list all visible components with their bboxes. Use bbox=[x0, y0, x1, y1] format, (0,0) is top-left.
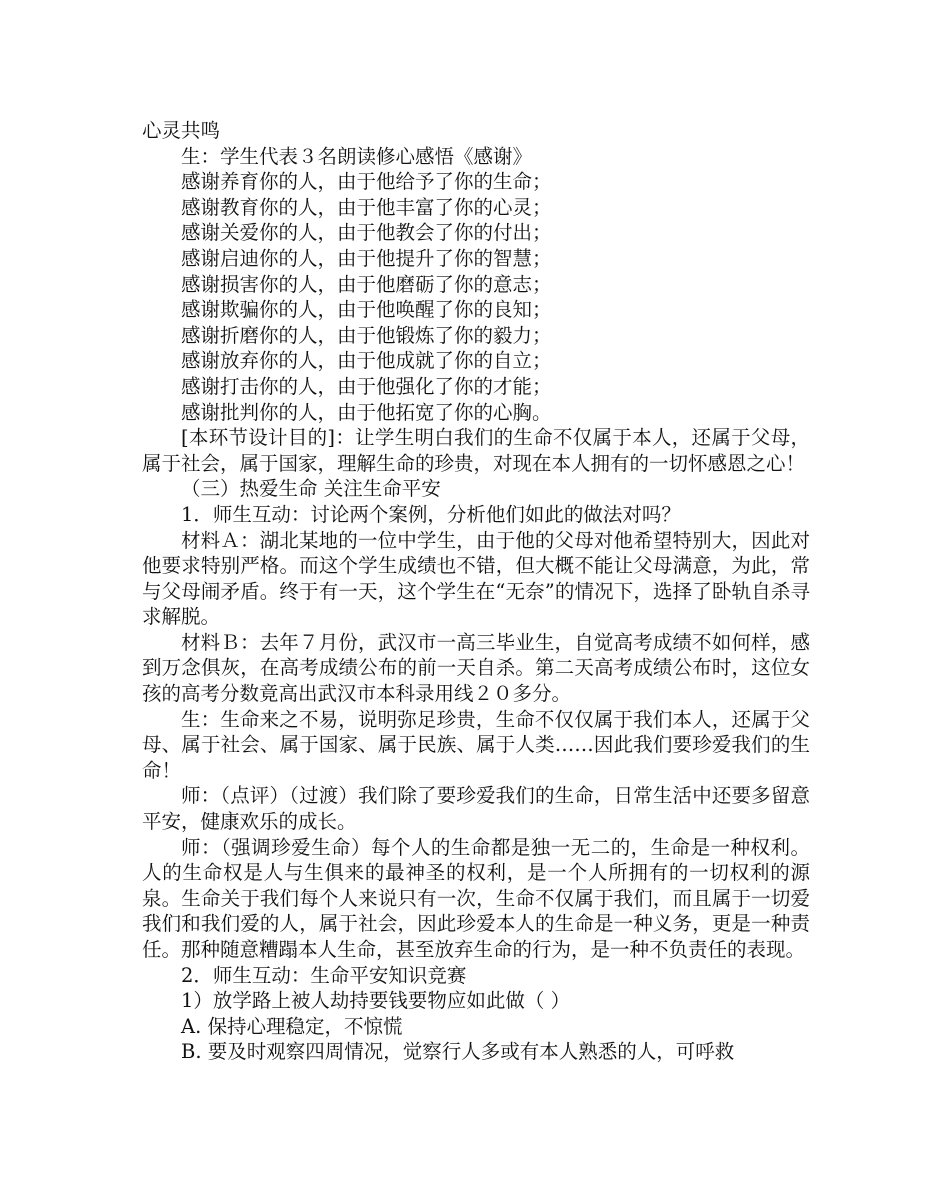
poem-line: 感谢养育你的人，由于他给予了你的生命； bbox=[181, 170, 552, 194]
document-body bbox=[142, 118, 810, 1065]
paragraph-design-purpose: [本环节设计目的]：让学生明白我们的生命不仅属于本人，还属于父母，属于社会，属于国家，理解生命的珍贵，对现在本人拥有的一切怀感恩之心！ bbox=[142, 426, 810, 475]
poem-line: 感谢关爱你的人，由于他教会了你的付出； bbox=[181, 221, 552, 245]
quiz-question-1: 1）放学路上被人劫持要钱要物应如此做（ ） bbox=[181, 989, 571, 1013]
paragraph-teacher-comment: 师：（点评）（过渡）我们除了要珍爱我们的生命，日常生活中还要多留意平安，健康欢乐的成长。 bbox=[142, 784, 810, 834]
poem-line: 感谢启迪你的人，由于他提升了你的智慧； bbox=[181, 246, 552, 270]
poem-line: 感谢批判你的人，由于他拓宽了你的心胸。 bbox=[181, 400, 552, 424]
paragraph-teacher-emphasis: 师：（强调珍爱生命）每个人的生命都是独一无二的，生命是一种权利。人的生命权是人与生俱来的最神圣的权利，是一个人所拥有的一切权利的源泉。生命关于我们每个人来说只有一次，生命不仅属于我们，而且属于一切爱我们和我们爱的人，属于社会，因此珍爱本人的生命是一种义务，更是一种责任。那种随意糟蹋本人生命，甚至放弃生命的行为，是一种不负责任的表现。 bbox=[142, 835, 810, 961]
paragraph-student-response: 生：生命来之不易，说明弥足珍贵，生命不仅仅属于我们本人，还属于父母、属于社会、属于国家、属于民族、属于人类……因此我们要珍爱我们的生命！ bbox=[142, 707, 810, 782]
quiz-option-b: B. 要及时观察四周情况，觉察行人多或有本人熟悉的人，可呼救 bbox=[181, 1040, 735, 1064]
poem-line: 感谢损害你的人，由于他磨砺了你的意志； bbox=[181, 272, 552, 296]
paragraph-material-a: 材料Ａ：湖北某地的一位中学生，由于他的父母对他希望特别大，因此对他要求特别严格。而这个学生成绩也不错，但大概不能让父母满意，为此，常与父母闹矛盾。终于有一天，这个学生在“无奈”的情况下，选择了卧轨自杀寻求解脱。 bbox=[142, 528, 810, 629]
paragraph-material-b: 材料Ｂ：去年７月份，武汉市一高三毕业生，自觉高考成绩不如何样，感到万念俱灰，在高考成绩公布的前一天自杀。第二天高考成绩公布时，这位女孩的高考分数竟高出武汉市本科录用线２０多分。 bbox=[142, 630, 810, 706]
paragraph-interaction-1: 1．师生互动：讨论两个案例，分析他们如此的做法对吗？ bbox=[181, 502, 681, 526]
paragraph-student-reading: 生：学生代表３名朗读修心感悟《感谢》 bbox=[181, 144, 533, 168]
quiz-option-a: A. 保持心理稳定，不惊慌 bbox=[181, 1014, 403, 1038]
poem-line: 感谢欺骗你的人，由于他唤醒了你的良知； bbox=[181, 298, 552, 322]
paragraph-interaction-2: 2．师生互动：生命平安知识竞赛 bbox=[181, 963, 467, 987]
poem-line: 感谢打击你的人，由于他强化了你的才能； bbox=[181, 374, 552, 398]
poem-line: 感谢折磨你的人，由于他锻炼了你的毅力； bbox=[181, 323, 552, 347]
subsection-heading: （三）热爱生命 关注生命平安 bbox=[181, 477, 441, 501]
section-heading: 心灵共鸣 bbox=[142, 119, 221, 142]
poem-line: 感谢放弃你的人，由于他成就了你的自立； bbox=[181, 349, 552, 373]
poem-line: 感谢教育你的人，由于他丰富了你的心灵； bbox=[181, 195, 552, 219]
